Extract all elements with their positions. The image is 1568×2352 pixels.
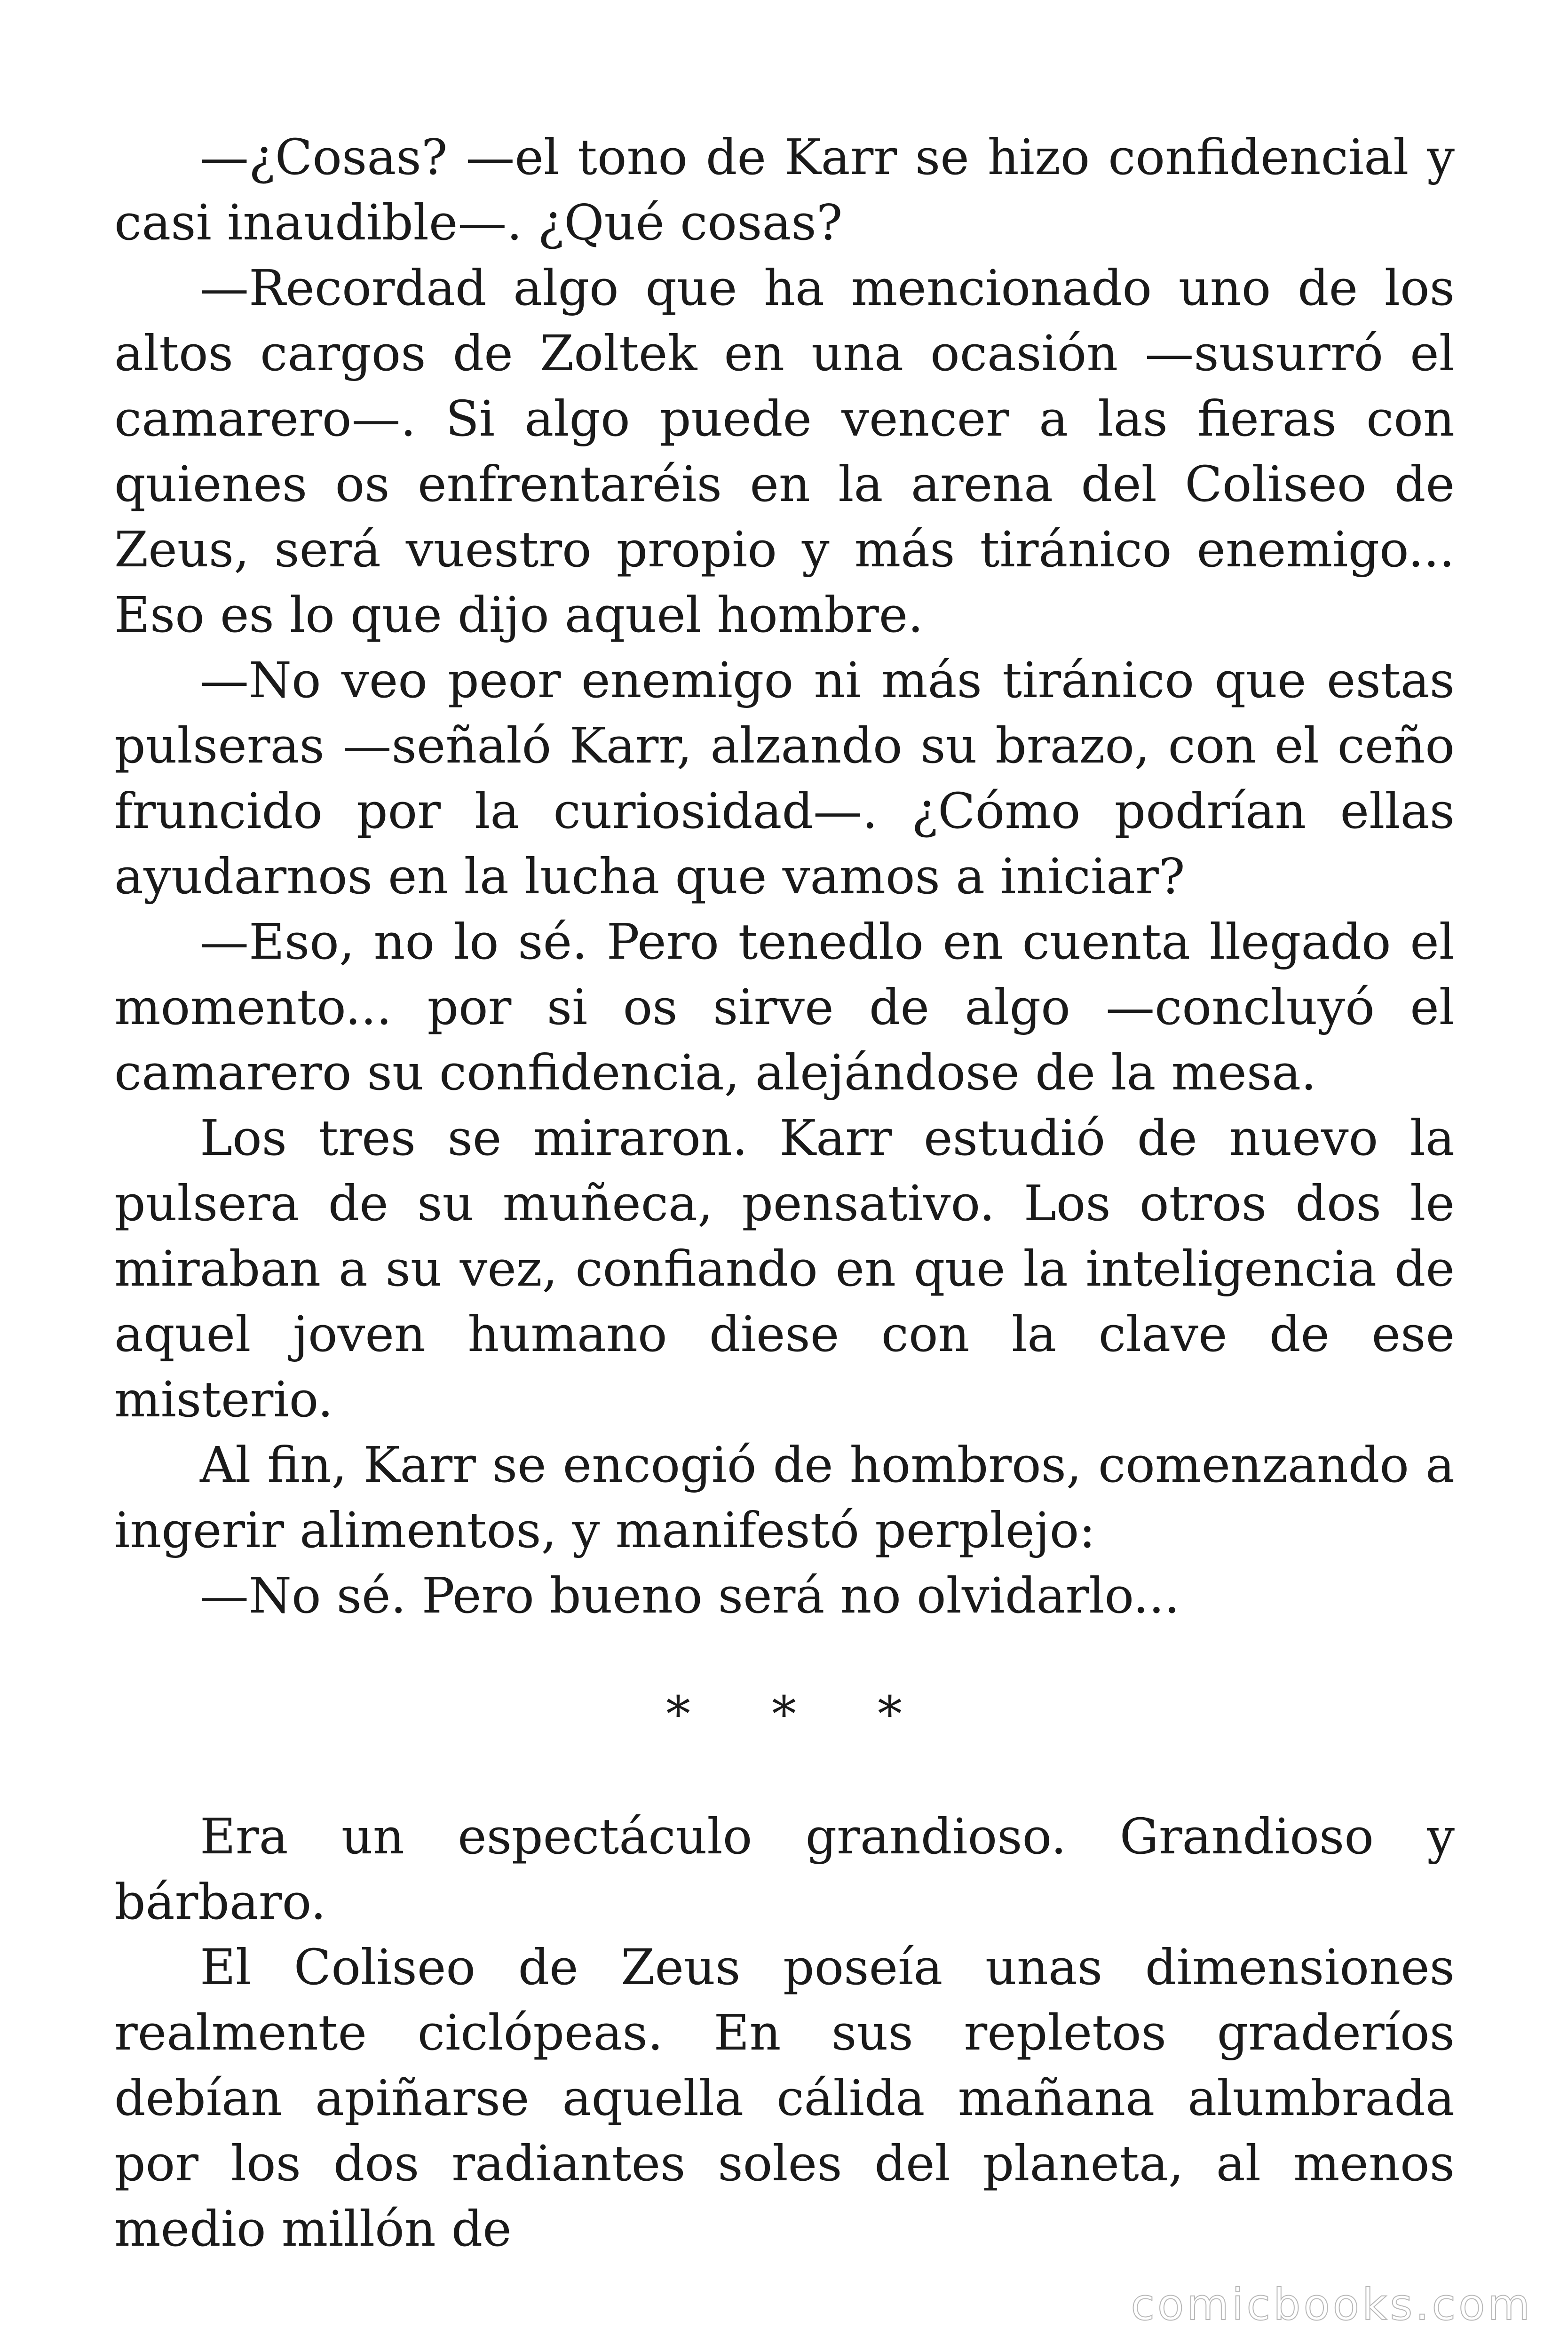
paragraph: Era un espectáculo grandioso. Grandioso y bárbaro. bbox=[114, 1808, 1455, 1931]
paragraph: —Recordad algo que ha mencionado uno de los altos cargos de Zoltek en una ocasión —susurró el camarero—. Si algo puede vencer a las fieras con quienes os enfrentaréis en la arena del Coliseo de Zeus, será vuestro propio y más tiránico enemigo... Eso es lo que dijo aquel hombre. bbox=[114, 259, 1455, 644]
watermark: comicbooks.com bbox=[1131, 2280, 1533, 2330]
paragraph: —Eso, no lo sé. Pero tenedlo en cuenta llegado el momento... por si os sirve de algo —concluyó el camarero su confidencia, alejándose de la mesa. bbox=[114, 913, 1455, 1101]
paragraph: Los tres se miraron. Karr estudió de nuevo la pulsera de su muñeca, pensativo. Los otros dos le miraban a su vez, confiando en que la inteligencia de aquel joven humano diese con la clave de ese misterio. bbox=[114, 1109, 1455, 1428]
paragraph: Al fin, Karr se encogió de hombros, comenzando a ingerir alimentos, y manifestó perplejo: bbox=[114, 1436, 1455, 1559]
section-separator: * * * bbox=[665, 1685, 935, 1743]
paragraph: —No sé. Pero bueno será no olvidarlo... bbox=[200, 1567, 1180, 1624]
text-block-top bbox=[114, 125, 1455, 1629]
paragraph: —¿Cosas? —el tono de Karr se hizo confidencial y casi inaudible—. ¿Qué cosas? bbox=[114, 128, 1455, 251]
text-block-bottom bbox=[114, 1804, 1455, 2262]
paragraph: El Coliseo de Zeus poseía unas dimensiones realmente ciclópeas. En sus repletos graderíos debían apiñarse aquella cálida mañana alumbrada por los dos radiantes soles del planeta, al menos medio millón de bbox=[114, 1939, 1455, 2257]
paragraph: —No veo peor enemigo ni más tiránico que estas pulseras —señaló Karr, alzando su brazo, con el ceño fruncido por la curiosidad—. ¿Cómo podrían ellas ayudarnos en la lucha que vamos a iniciar? bbox=[114, 652, 1455, 905]
